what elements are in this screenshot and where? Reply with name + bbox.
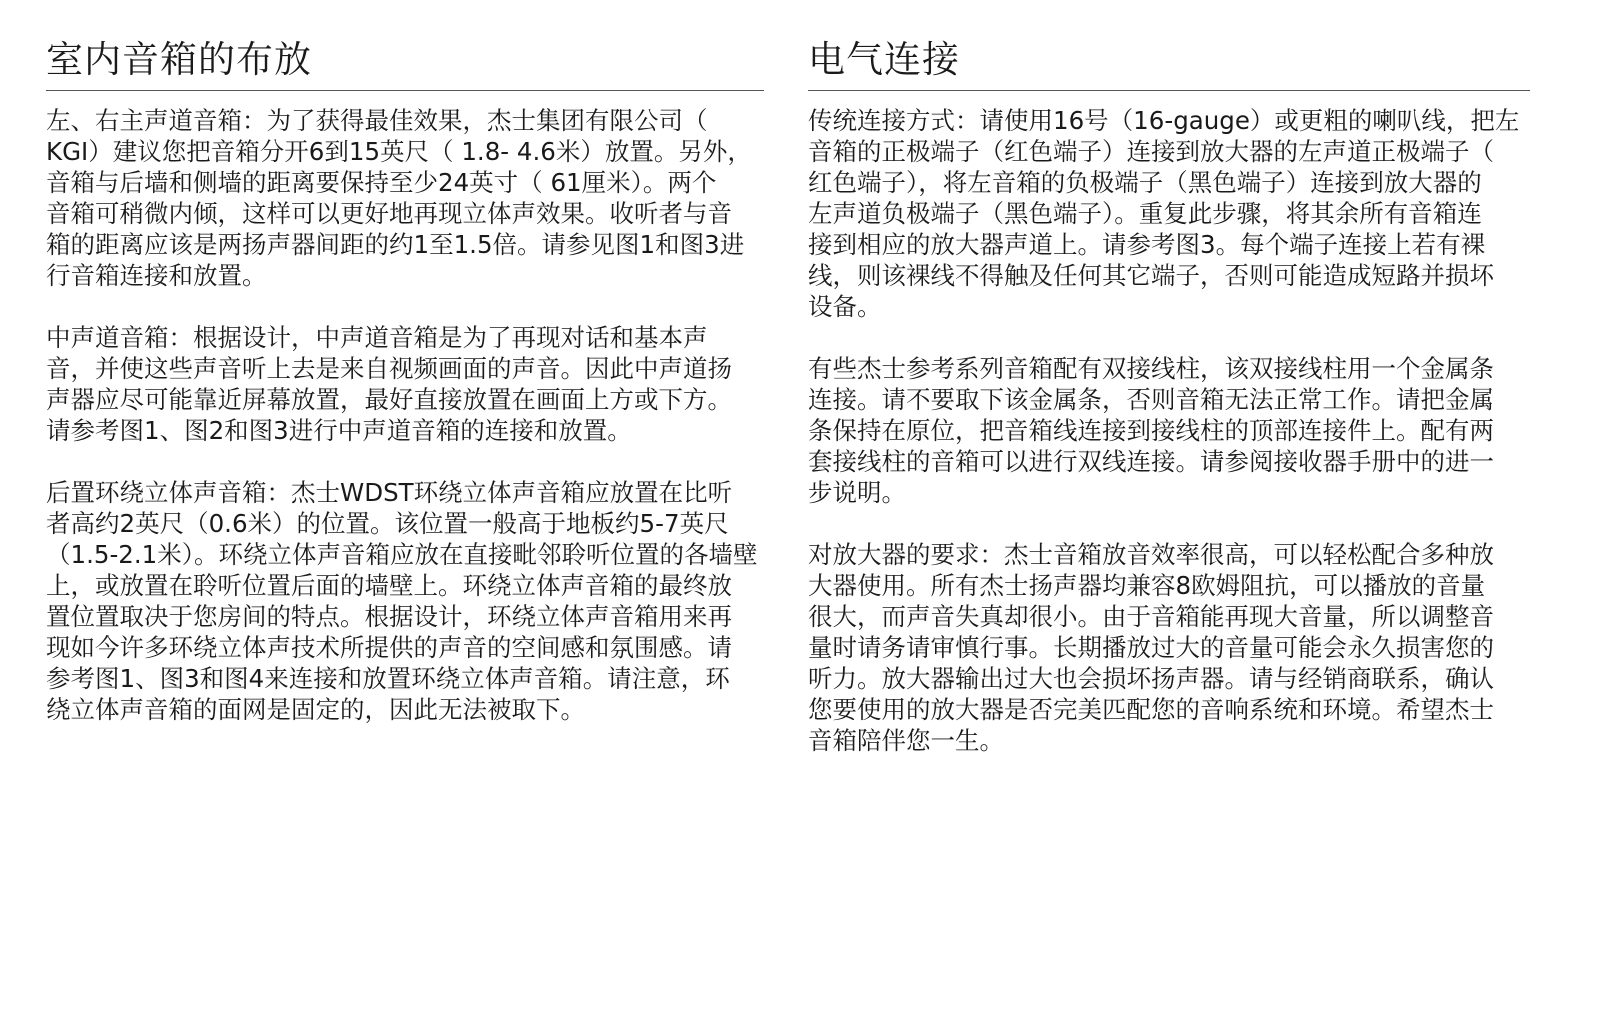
paragraph-amplifier-requirements: 对放大器的要求：杰士音箱放音效率很高，可以轻松配合多种放 大器使用。所有杰士扬声器均兼容8欧姆阻抗，可以播放的音量 很大，而声音失真却很小。由于音箱能再现大音量，所以调整音 量时请务请审慎行事。长期播放过大的音量可能会永久损害您的 听力。放大器输出过大也会损坏扬声器。请与经销商联系，确认 您要使用的放大器是否完美匹配您的音响系统和环境。希望杰士 音箱陪伴您一生。	[808, 540, 1494, 755]
paragraph-conventional-connection: 传统连接方式：请使用16号（16-gauge）或更粗的喇叭线，把左 音箱的正极端子（红色端子）连接到放大器的左声道正极端子（ 红色端子），将左音箱的负极端子（黑色端子）连接到放大器的 左声道负极端子（黑色端子）。重复此步骤，将其余所有音箱连 接到相应的放大器声道上。请参考图3。每个端子连接上若有裸 线，则该裸线不得触及任何其它端子，否则可能造成短路并损坏 设备。	[808, 106, 1520, 321]
paragraph-surround-speakers: 后置环绕立体声音箱：杰士WDST环绕立体声音箱应放置在比听 者高约2英尺（0.6米）的位置。该位置一般高于地板约5-7英尺 （1.5-2.1米）。环绕立体声音箱应放在直接毗邻聆听位置的各墙壁 上，或放置在聆听位置后面的墙壁上。环绕立体声音箱的最终放 置位置取决于您房间的特点。根据设计，环绕立体声音箱用来再 现如今许多环绕立体声技术所提供的声音的空间感和氛围感。请 参考图1、图3和图4来连接和放置环绕立体声音箱。请注意，环 绕立体声音箱的面网是固定的，因此无法被取下。	[46, 478, 758, 724]
paragraph-main-speakers: 左、右主声道音箱：为了获得最佳效果，杰士集团有限公司（ KGI）建议您把音箱分开6到15英尺（ 1.8- 4.6米）放置。另外， 音箱与后墙和侧墙的距离要保持至少24英寸（ 61厘米）。两个 音箱可稍微内倾，这样可以更好地再现立体声效果。收听者与音 箱的距离应该是两扬声器间距的约1至1.5倍。请参见图1和图3进 行音箱连接和放置。	[46, 106, 752, 290]
right-column	[808, 38, 1530, 756]
section-title-speaker-placement: 室内音箱的布放	[46, 38, 764, 91]
left-column	[46, 38, 764, 725]
paragraph-binding-posts: 有些杰士参考系列音箱配有双接线柱，该双接线柱用一个金属条 连接。请不要取下该金属条，否则音箱无法正常工作。请把金属 条保持在原位，把音箱线连接到接线柱的顶部连接件上。配有两 套接线柱的音箱可以进行双线连接。请参阅接收器手册中的进一 步说明。	[808, 354, 1494, 507]
paragraph-center-speaker: 中声道音箱：根据设计，中声道音箱是为了再现对话和基本声 音，并使这些声音听上去是来自视频画面的声音。因此中声道扬 声器应尽可能靠近屏幕放置，最好直接放置在画面上方或下方。 请参考图1、图2和图3进行中声道音箱的连接和放置。	[46, 323, 732, 445]
section-title-electrical-connection: 电气连接	[808, 38, 1530, 91]
